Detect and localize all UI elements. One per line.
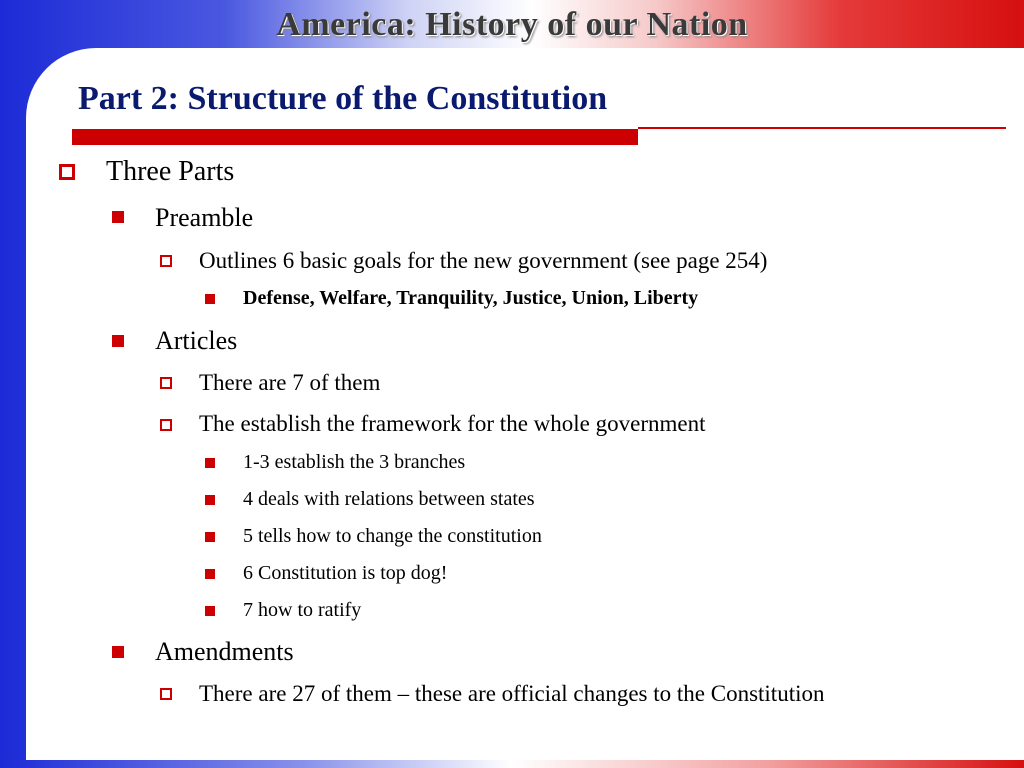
filled-square-icon	[112, 335, 124, 347]
filled-square-icon	[205, 569, 215, 579]
outline-text-preamble-goals: Defense, Welfare, Tranquility, Justice, Union, Liberty	[243, 287, 699, 309]
outline-text-amendments: Amendments	[155, 637, 294, 666]
filled-square-icon	[112, 211, 124, 223]
outline-text-article-4: 4 deals with relations between states	[243, 488, 535, 510]
outline-text-preamble-outline: Outlines 6 basic goals for the new government (see page 254)	[199, 248, 768, 273]
hollow-square-icon	[160, 255, 172, 267]
filled-square-icon	[112, 646, 124, 658]
outline-text-articles: Articles	[155, 326, 238, 355]
filled-square-icon	[205, 532, 215, 542]
hollow-square-icon	[160, 419, 172, 431]
title-underline-rule	[638, 127, 1006, 129]
outline-text-three-parts: Three Parts	[106, 156, 235, 187]
banner-title: America: History of our Nation	[276, 6, 748, 43]
hollow-square-icon	[160, 688, 172, 700]
outline-text-article-7: 7 how to ratify	[243, 599, 362, 621]
outline-text-amendments-detail: There are 27 of them – these are official changes to the Constitution	[199, 681, 825, 706]
hollow-square-icon	[59, 164, 75, 180]
outline-text-article-5: 5 tells how to change the constitution	[243, 525, 542, 547]
slide-title: Part 2: Structure of the Constitution	[78, 80, 608, 117]
filled-square-icon	[205, 294, 215, 304]
bottom-flag-stripe	[0, 760, 1024, 768]
filled-square-icon	[205, 606, 215, 616]
title-underline-bar	[72, 129, 638, 145]
outline-text-articles-framework: The establish the framework for the whole government	[199, 411, 706, 436]
filled-square-icon	[205, 458, 215, 468]
outline-text-preamble: Preamble	[155, 203, 254, 232]
outline-text-article-1-3: 1-3 establish the 3 branches	[243, 451, 466, 473]
hollow-square-icon	[160, 377, 172, 389]
outline-text-article-6: 6 Constitution is top dog!	[243, 562, 448, 584]
filled-square-icon	[205, 495, 215, 505]
outline-text-articles-count: There are 7 of them	[199, 370, 381, 395]
